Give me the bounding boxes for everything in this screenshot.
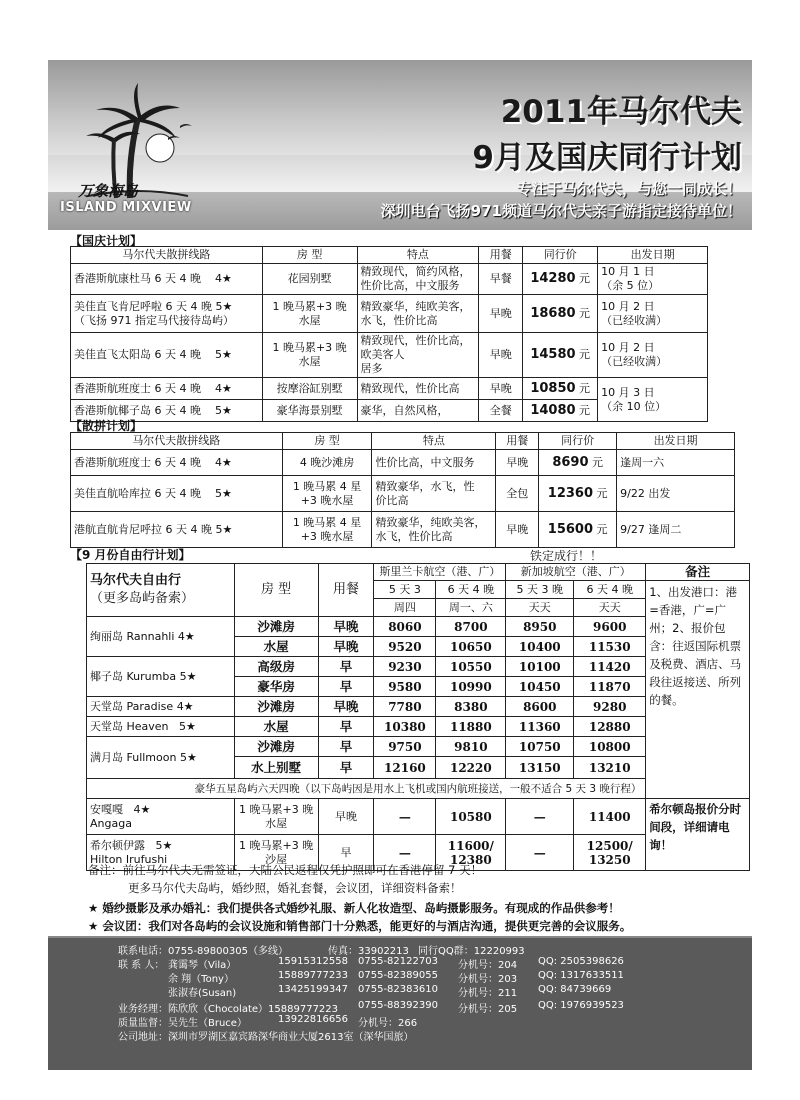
price-cell: 12220 [436,757,506,779]
company-address: 公司地址：深圳市罗湖区嘉宾路深华商业大厦2613室（深华国旅） [118,1032,414,1043]
meal-cell: 全餐 [479,400,523,422]
date-cell: 10 月 1 日 （余 5 位） [598,264,708,295]
price-cell: 11400 [574,799,646,835]
header-banner [48,60,752,230]
table-row [71,333,708,378]
price-cell: 8700 [436,617,506,637]
meal-cell: 早 [318,757,374,779]
column-header: 马尔代夫散拼线路 [71,433,283,450]
room-cell: 1 晚马累+3 晚 沙屋 [234,835,318,871]
manager-phone: 0755-88392390 [358,1000,438,1011]
route-cell: 美佳直飞太阳岛 6 天 4 晚 5★ [71,333,263,378]
price-cell: 14580 元 [523,333,598,378]
column-header: 同行价 [523,247,598,264]
table-row [71,264,708,295]
price-cell: 10800 [574,737,646,757]
room-cell: 1 晚马累+3 晚 水屋 [262,333,357,378]
meal-cell: 早晚 [318,617,374,637]
logo-chinese-name: 万象海岛 [78,182,139,200]
slogan-line1: 专注于马尔代夫，与您一同成长！ [516,180,742,198]
contact-person-phone: 0755-82383610 [358,984,438,995]
table-header-row [87,564,750,581]
meal-cell: 早晚 [318,799,374,835]
manager-name: 业务经理：陈欣欣（Chocolate）15889777223 [118,1004,339,1015]
price-cell: 11600/ 12380 [436,835,506,871]
page-title-line2: 9月及国庆同行计划 [472,140,742,176]
price-cell: 9580 [374,677,436,697]
price-cell: 8060 [374,617,436,637]
luxury-header-row [87,779,750,799]
column-header: 特点 [357,247,479,264]
price-cell: 12500/ 13250 [574,835,646,871]
price-cell: 8600 [506,697,574,717]
contact-person-mobile: 15889777233 [278,970,348,981]
room-cell: 高级房 [234,657,318,677]
room-cell: 1 晚马累+3 晚 水屋 [262,295,357,333]
island-cell: 椰子岛 Kurumba 5★ [87,657,235,697]
price-cell: 13150 [506,757,574,779]
price-cell: 11360 [506,717,574,737]
guaranteed-departure-label: 铁定成行！！ [530,549,603,563]
column-header: 出发日期 [598,247,708,264]
contact-person-ext: 分机号：211 [458,988,518,999]
room-cell: 1 晚马累 4 星 +3 晚水屋 [282,476,372,512]
island-cell: 安嘎嘎 4★ Angaga [87,799,235,835]
column-header: 房 型 [234,564,318,617]
price-cell: 14280 元 [523,264,598,295]
table-row [71,295,708,333]
island-cell: 绚丽岛 Rannahli 4★ [87,617,235,657]
room-cell: 1 晚马累 4 星 +3 晚水屋 [282,512,372,548]
table-header-row [71,247,708,264]
meal-cell: 全包 [496,476,539,512]
contact-person-mobile: 15915312558 [278,956,348,967]
column-header: 周一、六 [436,599,506,617]
price-cell: 12880 [574,717,646,737]
meal-cell: 早晚 [479,295,523,333]
price-cell: 9520 [374,637,436,657]
feature-cell: 精致现代，性价比高 [357,378,479,400]
september-section-title: 【9 月份自由行计划】 [70,548,191,562]
price-cell: 10750 [506,737,574,757]
flyer-page [48,60,752,1070]
meal-cell: 早晚 [496,512,539,548]
quality-name: 质量监督：吴先生（Bruce） [118,1018,247,1029]
price-cell: 11530 [574,637,646,657]
contact-person-ext: 分机号：204 [458,960,518,971]
price-cell: 9280 [574,697,646,717]
price-cell: 11420 [574,657,646,677]
more-info-note: 更多马尔代夫岛屿，婚纱照，婚礼套餐，会议团，详细资料备索！ [128,881,462,895]
date-cell: 10 月 2 日 （已经收满） [598,295,708,333]
date-cell: 9/27 逢周二 [617,512,735,548]
luxury-header: 豪华五星岛屿六天四晚（以下岛屿因是用水上飞机或国内航班接送，一般不适合 5 天 3 晚行程） [87,779,750,799]
table-row [71,512,735,548]
room-cell: 沙滩房 [234,617,318,637]
price-cell: — [374,835,436,871]
room-cell: 4 晚沙滩房 [282,450,372,476]
national-day-table [70,246,708,422]
price-cell: 14080 元 [523,400,598,422]
date-cell: 9/22 出发 [617,476,735,512]
price-cell: 10400 [506,637,574,657]
feature-cell: 精致现代，性价比高，欧美客人 居多 [357,333,479,378]
column-header: 用餐 [318,564,374,617]
price-cell: 7780 [374,697,436,717]
route-cell: 香港斯航椰子岛 6 天 4 晚 5★ [71,400,263,422]
meal-cell: 早晚 [479,378,523,400]
manager-ext: 分机号：205 [458,1004,518,1015]
route-cell: 港航直航肯尼呼拉 6 天 4 晚 5★ [71,512,283,548]
price-cell: 12360 元 [539,476,617,512]
island-cell: 天堂岛 Heaven 5★ [87,717,235,737]
table-row [71,450,735,476]
route-cell: 香港斯航班度士 6 天 4 晚 4★ [71,378,263,400]
wedding-service-note: ★ 婚纱摄影及承办婚礼：我们提供各式婚纱礼服、新人化妆造型、岛屿摄影服务。有现成的作品供参考！ [88,901,620,915]
feature-cell: 性价比高，中文服务 [372,450,496,476]
column-header: 6 天 4 晚 [574,581,646,599]
route-cell: 美佳直飞肯尼呼啦 6 天 4 晚 5★ （飞扬 971 指定马代接待岛屿） [71,295,263,333]
room-cell: 花园别墅 [262,264,357,295]
price-cell: — [506,835,574,871]
feature-cell: 精致豪华，水飞，性 价比高 [372,476,496,512]
contact-block [48,938,752,1070]
logo-english-name: ISLAND MIXVIEW [60,200,192,215]
meal-cell: 早 [318,737,374,757]
contact-person-phone: 0755-82389055 [358,970,438,981]
contact-person-label: 联 系 人： [118,960,165,971]
feature-cell: 精致现代，简约风格， 性价比高，中文服务 [357,264,479,295]
price-cell: 10100 [506,657,574,677]
table-row [71,378,708,400]
room-cell: 水上别墅 [234,757,318,779]
column-header: 6 天 4 晚 [436,581,506,599]
feature-cell: 精致豪华，纯欧美客， 水飞，性价比高 [372,512,496,548]
table-row [87,799,750,835]
quality-mobile: 13922816656 [278,1014,348,1025]
meal-cell: 早 [318,657,374,677]
column-header: 房 型 [282,433,372,450]
route-cell: 香港斯航班度士 6 天 4 晚 4★ [71,450,283,476]
column-header: 特点 [372,433,496,450]
column-header: 出发日期 [617,433,735,450]
table-row [71,476,735,512]
contact-person-phone: 0755-82122703 [358,956,438,967]
island-cell: 希尔顿伊露 5★ Hilton Irufushi [87,835,235,871]
table-header-row [71,433,735,450]
price-cell: 9750 [374,737,436,757]
room-cell: 1 晚马累+3 晚 水屋 [234,799,318,835]
remark-cell: 1、出发港口：港=香港，广=广州；2、报价包含：往返国际机票及税费、酒店、马段往返接送、所列的餐。 [646,581,750,799]
column-header: 用餐 [479,247,523,264]
price-cell: 10450 [506,677,574,697]
price-cell: 10850 元 [523,378,598,400]
september-table [86,563,750,871]
free-travel-title-cell: 马尔代夫自由行 （更多岛屿备索） [87,564,235,617]
contact-person-mobile: 13425199347 [278,984,348,995]
price-cell: 8690 元 [539,450,617,476]
meal-cell: 早 [318,835,374,871]
price-cell: 12160 [374,757,436,779]
room-cell: 沙滩房 [234,737,318,757]
feature-cell: 精致豪华，纯欧美客， 水飞，性价比高 [357,295,479,333]
meal-cell: 早 [318,677,374,697]
group-section-title: 【散拼计划】 [70,419,143,433]
contact-qq-group: 同行QQ群：12220993 [418,946,525,957]
visa-note: 备注：前往马尔代夫无需签证，大陆公民返程仅凭护照即可在香港停留 7 天！ [88,863,483,877]
price-cell: — [506,799,574,835]
price-cell: 15600 元 [539,512,617,548]
feature-cell: 豪华，自然风格， [357,400,479,422]
price-cell: — [374,799,436,835]
meal-cell: 早晚 [318,637,374,657]
meal-cell: 早晚 [318,697,374,717]
price-cell: 9600 [574,617,646,637]
price-cell: 10990 [436,677,506,697]
contact-tel: 联系电话：0755-89800305（多线） [118,946,288,957]
date-cell: 10 月 3 日 （余 10 位） [598,378,708,422]
room-cell: 沙滩房 [234,697,318,717]
meal-cell: 早晚 [479,333,523,378]
price-cell: 10650 [436,637,506,657]
island-cell: 满月岛 Fullmoon 5★ [87,737,235,779]
airline-header: 新加坡航空（港、广） [506,564,646,581]
quality-ext: 分机号：266 [358,1018,418,1029]
contact-person-name: 张淑春(Susan) [168,988,237,999]
price-cell: 13210 [574,757,646,779]
column-header: 房 型 [262,247,357,264]
price-cell: 8380 [436,697,506,717]
price-cell: 10550 [436,657,506,677]
date-cell: 逢周一六 [617,450,735,476]
luxury-remark-cell: 希尔顿岛报价分时间段，详细请电询！ [646,799,750,871]
meal-cell: 早餐 [479,264,523,295]
column-header: 天天 [506,599,574,617]
room-cell: 水屋 [234,637,318,657]
price-cell: 8950 [506,617,574,637]
contact-person-name: 龚霭琴（Vila） [168,960,237,971]
date-cell: 10 月 2 日 （已经收满） [598,333,708,378]
price-cell: 9810 [436,737,506,757]
room-cell: 水屋 [234,717,318,737]
price-cell: 10380 [374,717,436,737]
contact-person-qq: QQ: 84739669 [538,984,612,995]
column-header: 5 天 3 [374,581,436,599]
meal-cell: 早 [318,717,374,737]
meeting-service-note: ★ 会议团：我们对各岛屿的会议设施和销售部门十分熟悉，能更好的与酒店沟通，提供更完善的会议服务。 [88,919,632,933]
contact-fax: 传真：33902213 [328,946,409,957]
column-header: 天天 [574,599,646,617]
price-cell: 9230 [374,657,436,677]
column-header: 马尔代夫散拼线路 [71,247,263,264]
column-header: 周四 [374,599,436,617]
column-header: 5 天 3 晚 [506,581,574,599]
slogan-line2: 深圳电台飞扬971频道马尔代夫亲子游指定接待单位！ [380,202,742,220]
room-cell: 按摩浴缸别墅 [262,378,357,400]
contact-person-qq: QQ: 2505398626 [538,956,624,967]
group-table [70,432,735,548]
price-cell: 11880 [436,717,506,737]
route-cell: 香港斯航康杜马 6 天 4 晚 4★ [71,264,263,295]
price-cell: 18680 元 [523,295,598,333]
manager-qq: QQ: 1976939523 [538,1000,624,1011]
island-cell: 天堂岛 Paradise 4★ [87,697,235,717]
price-cell: 11870 [574,677,646,697]
price-cell: 10580 [436,799,506,835]
room-cell: 豪华海景别墅 [262,400,357,422]
contact-person-qq: QQ: 1317633511 [538,970,624,981]
room-cell: 豪华房 [234,677,318,697]
remark-header: 备注 [646,564,750,581]
national-day-section-title: 【国庆计划】 [70,234,143,248]
column-header: 同行价 [539,433,617,450]
contact-person-ext: 分机号：203 [458,974,518,985]
page-title-line1: 2011年马尔代夫 [500,94,742,130]
airline-header: 斯里兰卡航空（港、广） [374,564,506,581]
column-header: 用餐 [496,433,539,450]
route-cell: 美佳直航哈库拉 6 天 4 晚 5★ [71,476,283,512]
contact-person-name: 余 翔（Tony） [168,974,234,985]
meal-cell: 早晚 [496,450,539,476]
